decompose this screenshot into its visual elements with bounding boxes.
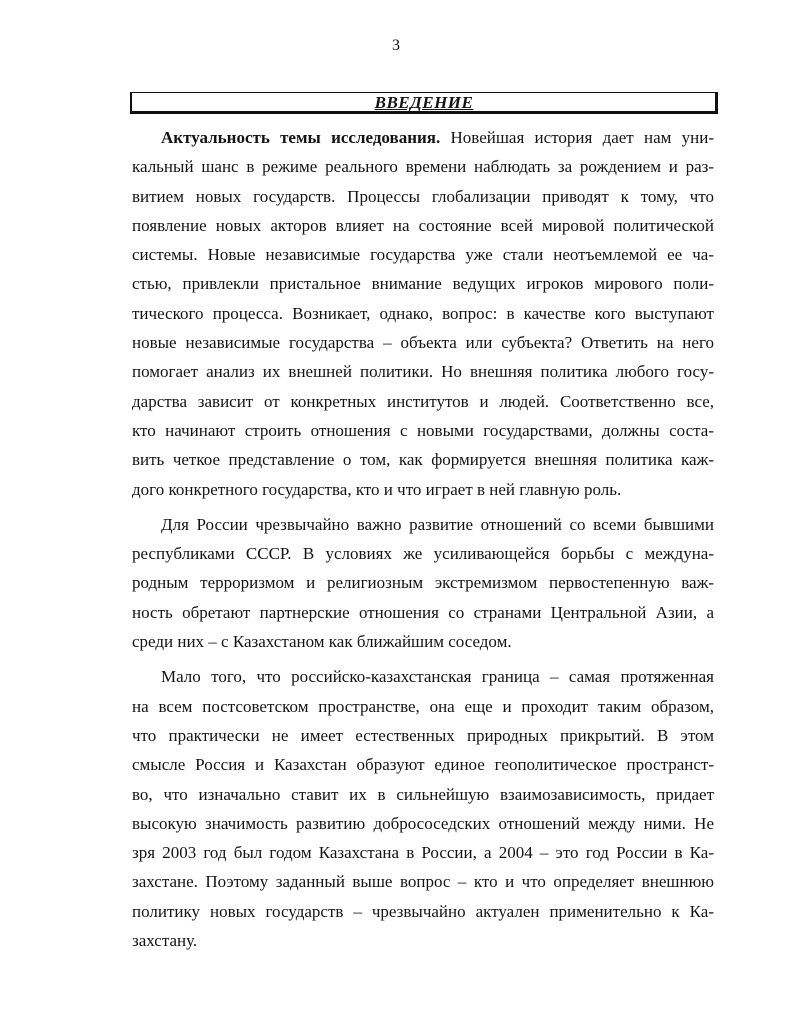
text-line: во, что изначально ставит их в сильнейшую взаимозависимость, придает — [132, 784, 714, 804]
text-line: родным терроризмом и религиозным экстремизмом первостепенную важ- — [132, 573, 714, 593]
text-line: помогает анализ их внешней политики. Но внешняя политика любого госу- — [132, 362, 714, 382]
section-heading: ВВЕДЕНИЕ — [374, 93, 474, 112]
text-line: захстану. — [132, 931, 198, 951]
text-line: дого конкретного государства, кто и что играет в ней главную роль. — [132, 479, 622, 499]
body-text — [132, 123, 714, 955]
text-line — [132, 123, 714, 152]
text-line: стью, привлекли пристальное внимание ведущих игроков мирового поли- — [132, 274, 714, 294]
text-line: высокую значимость развитию добрососедских отношений между ними. Не — [132, 813, 714, 833]
text-line: вить четкое представление о том, как формируется внешняя политика каж- — [132, 450, 714, 470]
text-line: новые независимые государства – объекта или субъекта? Ответить на него — [132, 333, 714, 353]
text-line: системы. Новые независимые государства уже стали неотъемлемой ее ча- — [132, 245, 714, 265]
text-line: кальный шанс в режиме реального времени наблюдать за рождением и раз- — [132, 157, 714, 177]
lead-phrase: Актуальность темы исследования. — [161, 128, 441, 147]
text-line: на всем постсоветском пространстве, она еще и проходит таким образом, — [132, 696, 714, 716]
paragraph-2 — [132, 510, 714, 656]
text-line: среди них – с Казахстаном как ближайшим соседом. — [132, 632, 512, 652]
text-line: ность обретают партнерские отношения со странами Центральной Азии, а — [132, 602, 714, 622]
text-line: Мало того, что российско-казахстанская граница – самая протяженная — [161, 667, 714, 687]
text-line: республиками СССР. В условиях же усиливающейся борьбы с междуна- — [132, 544, 714, 564]
text-line: политику новых государств – чрезвычайно актуален применительно к Ка- — [132, 901, 714, 921]
paragraph-1 — [132, 123, 714, 504]
text-line: появление новых акторов влияет на состояние всей мировой политической — [132, 215, 714, 235]
text-line: дарства зависит от конкретных институтов и людей. Соответственно все, — [132, 391, 714, 411]
text-line: зря 2003 год был годом Казахстана в России, а 2004 – это год России в Ка- — [132, 843, 714, 863]
text-line: захстане. Поэтому заданный выше вопрос – кто и что определяет внешнюю — [132, 872, 714, 892]
text-line: тического процесса. Возникает, однако, вопрос: в качестве кого выступают — [132, 303, 714, 323]
paragraph-3 — [132, 662, 714, 955]
text-line: смысле Россия и Казахстан образуют единое геополитическое пространст- — [132, 755, 714, 775]
lead-line-text: Новейшая история дает нам уни- — [440, 128, 714, 147]
page-number: 3 — [392, 37, 400, 54]
text-line: витием новых государств. Процессы глобализации приводят к тому, что — [132, 186, 714, 206]
text-line: кто начинают строить отношения с новыми государствами, должны соста- — [132, 420, 714, 440]
text-line: что практически не имеет естественных природных прикрытий. В этом — [132, 725, 714, 745]
text-line: Для России чрезвычайно важно развитие отношений со всеми бывшими — [161, 514, 714, 534]
